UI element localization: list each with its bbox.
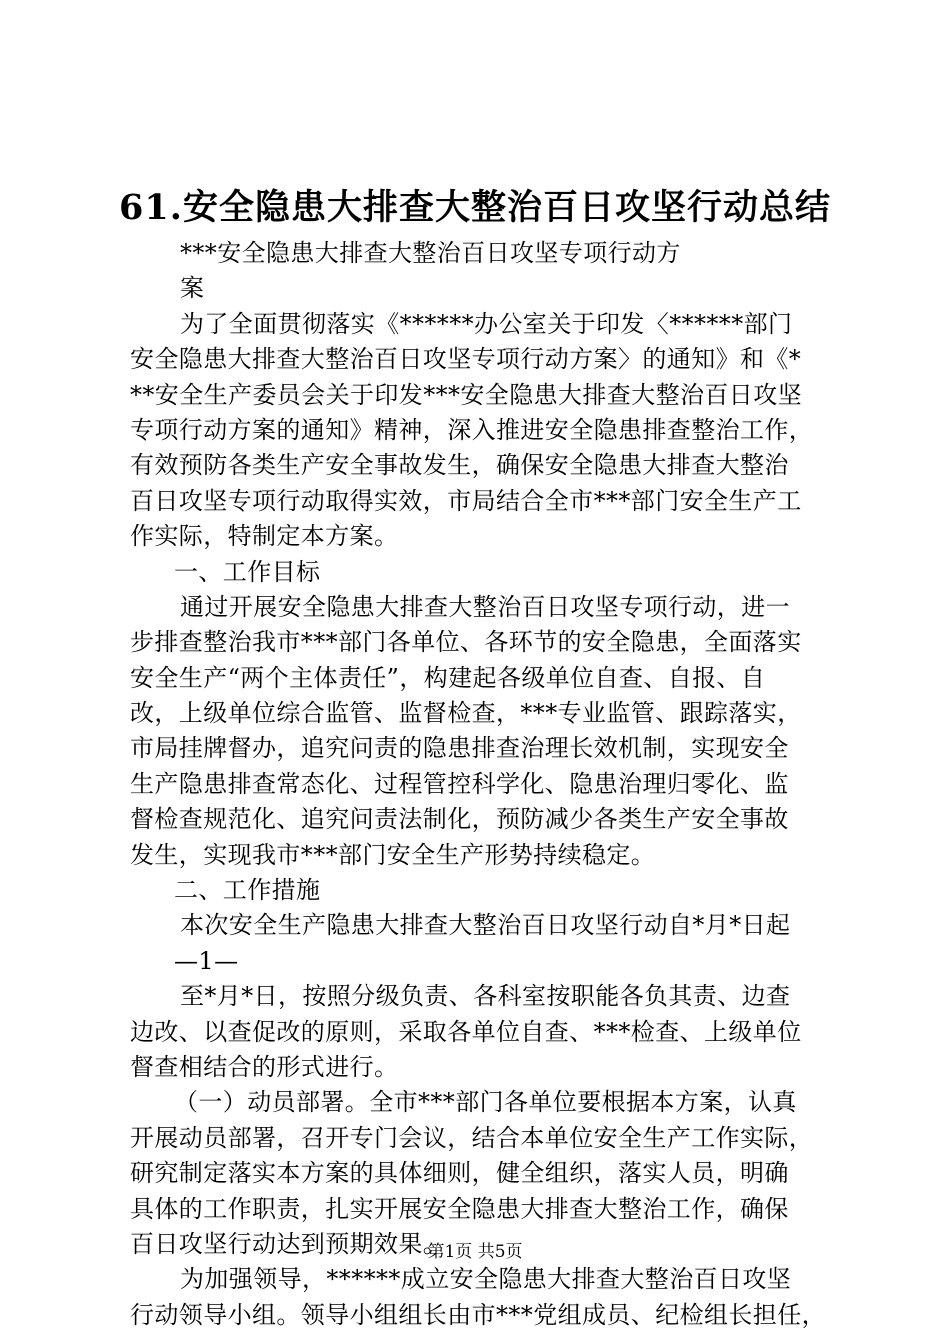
section-heading: 二、工作措施 bbox=[174, 876, 321, 905]
text-line: 专项行动方案的通知》精神，深入推进安全隐患排查整治工作， bbox=[130, 415, 814, 444]
text-line: 百日攻坚专项行动取得实效，市局结合全市***部门安全生产工 bbox=[130, 486, 802, 515]
text-line: 百日攻坚行动达到预期效果。 bbox=[130, 1229, 448, 1258]
text-line: **安全生产委员会关于印发***安全隐患大排查大整治百日攻坚 bbox=[130, 380, 802, 409]
text-line: 行动领导小组。领导小组组长由市***党组成员、纪检组长担任， bbox=[130, 1300, 826, 1329]
section-heading: 一、工作目标 bbox=[174, 557, 321, 586]
document-title: 61.安全隐患大排查大整治百日攻坚行动总结 bbox=[119, 187, 831, 228]
text-line: 为加强领导，******成立安全隐患大排查大整治百日攻坚 bbox=[180, 1265, 792, 1294]
text-line: 本次安全生产隐患大排查大整治百日攻坚行动自*月*日起 bbox=[180, 911, 791, 940]
page-footer: 第1页 共5页 bbox=[427, 1242, 523, 1262]
text-line: 步排查整治我市***部门各单位、各环节的安全隐患，全面落实 bbox=[130, 628, 802, 657]
text-line: 督查相结合的形式进行。 bbox=[130, 1052, 399, 1081]
text-line: （一）动员部署。全市***部门各单位要根据本方案，认真 bbox=[174, 1088, 797, 1117]
page-marker: —1— bbox=[174, 946, 239, 975]
text-line: 研究制定落实本方案的具体细则，健全组织，落实人员，明确 bbox=[130, 1159, 789, 1188]
text-line: 边改、以查促改的原则，采取各单位自查、***检查、上级单位 bbox=[130, 1017, 802, 1046]
document-body bbox=[130, 236, 840, 1333]
text-line: 通过开展安全隐患大排查大整治百日攻坚专项行动，进一 bbox=[180, 592, 790, 621]
text-line: 发生，实现我市***部门安全生产形势持续稳定。 bbox=[130, 840, 656, 869]
text-line: 有效预防各类生产安全事故发生，确保安全隐患大排查大整治 bbox=[130, 451, 789, 480]
text-line: 至*月*日，按照分级负责、各科室按职能各负其责、边查 bbox=[180, 982, 791, 1011]
text-line: 改，上级单位综合监管、监督检查，***专业监管、跟踪落实， bbox=[130, 699, 802, 728]
text-line: 开展动员部署，召开专门会议，结合本单位安全生产工作实际， bbox=[130, 1123, 814, 1152]
text-line: 具体的工作职责，扎实开展安全隐患大排查大整治工作，确保 bbox=[130, 1194, 789, 1223]
text-line: ***安全隐患大排查大整治百日攻坚专项行动方 bbox=[180, 239, 681, 267]
text-line: 督检查规范化、追究问责法制化，预防减少各类生产安全事故 bbox=[130, 805, 789, 834]
text-line: 生产隐患排查常态化、过程管控科学化、隐患治理归零化、监 bbox=[130, 769, 789, 798]
text-line: 作实际，特制定本方案。 bbox=[130, 522, 399, 551]
text-line: 安全隐患大排查大整治百日攻坚专项行动方案〉的通知》和《* bbox=[130, 345, 802, 374]
text-line: 市局挂牌督办，追究问责的隐患排查治理长效机制，实现安全 bbox=[130, 734, 789, 763]
text-line: 为了全面贯彻落实《******办公室关于印发〈******部门 bbox=[180, 309, 793, 338]
text-line: 安全生产“两个主体责任”，构建起各级单位自查、自报、自 bbox=[130, 663, 766, 692]
text-line: 案 bbox=[180, 274, 205, 303]
